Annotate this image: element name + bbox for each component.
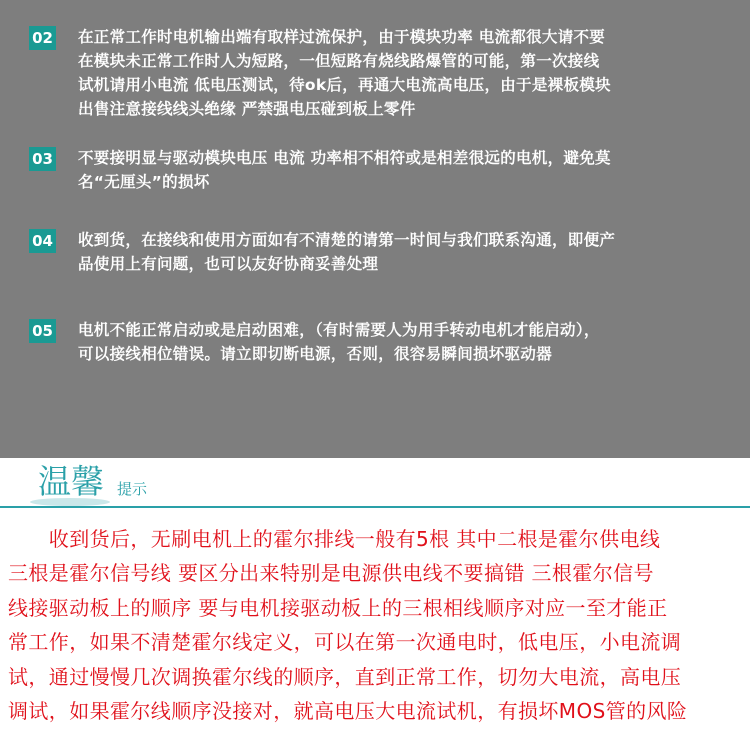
tips-line: 收到货后，无刷电机上的霍尔排线一般有5根 其中二根是霍尔供电线: [8, 527, 661, 551]
item-line: 试机请用小电流 低电压测试，待ok后，再通大电流高电压，由于是裸板模块: [78, 76, 611, 94]
item-number-badge: 03: [29, 147, 56, 171]
item-line: 在正常工作时电机输出端有取样过流保护，由于模块功率 电流都很大请不要: [78, 28, 606, 46]
tips-line: 试，通过慢慢几次调换霍尔线的顺序，直到正常工作，切勿大电流，高电压: [8, 664, 682, 689]
item-text: [78, 318, 730, 366]
item-text: [78, 146, 730, 194]
item-number-badge: 05: [29, 319, 56, 343]
tips-line: 常工作，如果不清楚霍尔线定义，可以在第一次通电时，低电压，小电流调: [8, 630, 682, 655]
tips-line: 调试，如果霍尔线顺序没接对，就高电压大电流试机，有损坏MOS管的风险: [8, 699, 688, 724]
item-line: 可以接线相位错误。请立即切断电源，否则，很容易瞬间损坏驱动器: [78, 345, 553, 363]
tips-body: [8, 522, 743, 728]
item-line: 电机不能正常启动或是启动困难，（有时需要人为用手转动电机才能启动），: [78, 321, 600, 339]
item-text: [78, 25, 730, 121]
tips-line: 线接驱动板上的顺序 要与电机接驱动板上的三根相线顺序对应一至才能正: [8, 595, 668, 620]
item-number-badge: 02: [29, 26, 56, 50]
item-line: 品使用上有问题，也可以友好协商妥善处理: [78, 255, 379, 273]
item-line: 不要接明显与驱动模块电压 电流 功率相不相符或是相差很远的电机，避免莫: [78, 149, 611, 167]
item-line: 名“无厘头”的损坏: [78, 173, 210, 191]
tips-divider: [0, 506, 750, 508]
item-line: 出售注意接线线头绝缘 严禁强电压碰到板上零件: [78, 100, 416, 118]
tips-header: [0, 458, 750, 508]
tips-subtitle: 提示: [117, 480, 148, 498]
item-line: 在模块未正常工作时人为短路，一但短路有烧线路爆管的可能，第一次接线: [78, 52, 600, 70]
item-text: [78, 228, 730, 276]
tips-title: 温馨: [38, 462, 104, 501]
item-number-badge: 04: [29, 229, 56, 253]
tips-line: 三根是霍尔信号线 要区分出来特别是电源供电线不要搞错 三根霍尔信号: [8, 561, 654, 586]
item-line: 收到货，在接线和使用方面如有不清楚的请第一时间与我们联系沟通，即便产: [78, 231, 616, 249]
